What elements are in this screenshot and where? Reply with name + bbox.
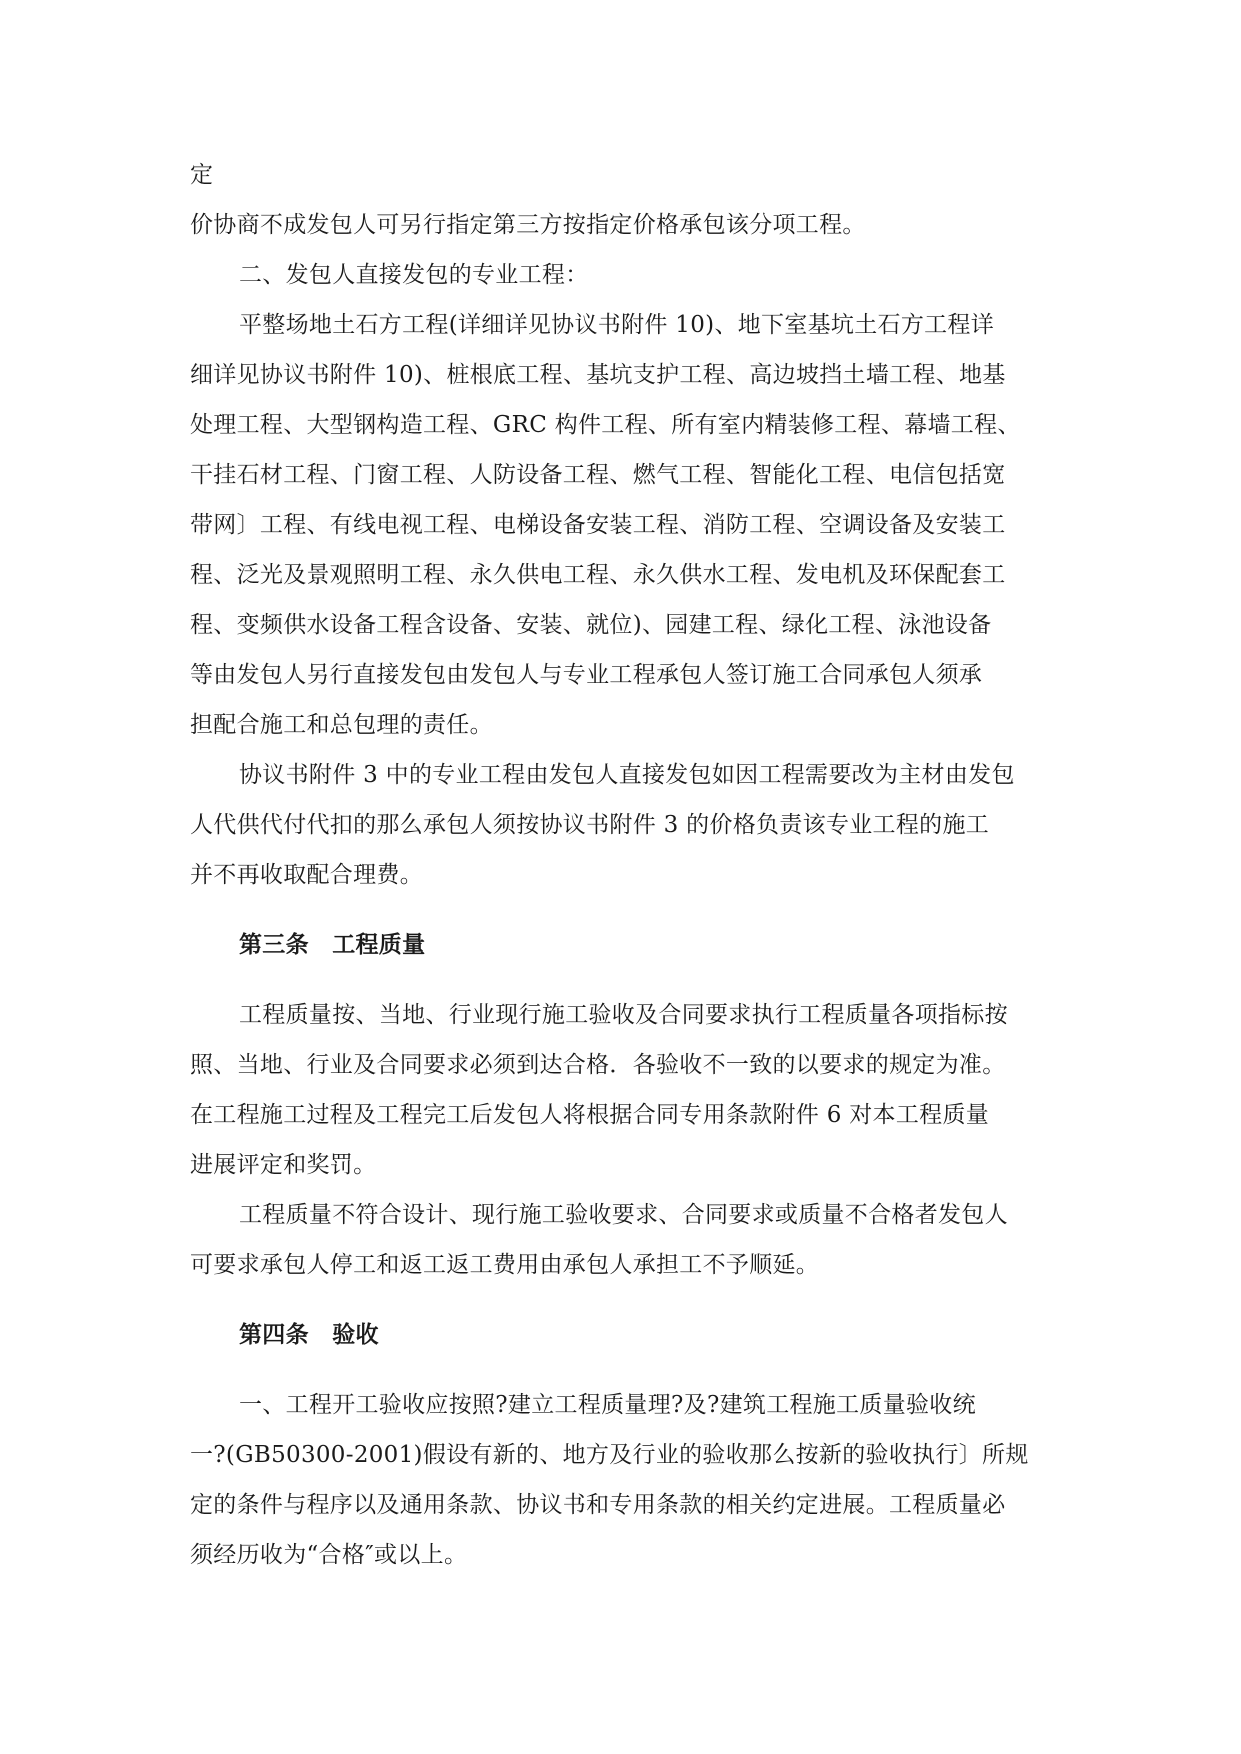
article-heading: 第四条 验收 — [239, 1322, 379, 1348]
paragraph-line: 工程质量不符合设计、现行施工验收要求、合同要求或质量不合格者发包人 — [239, 1202, 1008, 1228]
paragraph-line: 可要求承包人停工和返工返工费用由承包人承担工不予顺延。 — [190, 1252, 820, 1278]
paragraph-line: 一?(GB50300-2001)假设有新的、地方及行业的验收那么按新的验收执行〕所规 — [190, 1442, 1029, 1468]
fragment-top: 定 — [190, 162, 214, 188]
paragraph-line: 须经历收为“合格″或以上。 — [190, 1542, 468, 1568]
paragraph-line: 并不再收取配合理费。 — [190, 862, 423, 888]
paragraph-line: 价协商不成发包人可另行指定第三方按指定价格承包该分项工程。 — [190, 212, 866, 238]
paragraph-line: 平整场地土石方工程(详细详见协议书附件 10)、地下室基坑土石方工程详 — [239, 312, 995, 338]
paragraph-line: 一、工程开工验收应按照?建立工程质量理?及?建筑工程施工质量验收统 — [239, 1392, 976, 1418]
section-title: 二、发包人直接发包的专业工程： — [239, 262, 589, 288]
paragraph-line: 处理工程、大型钢构造工程、GRC 构件工程、所有室内精装修工程、幕墙工程、 — [190, 412, 1021, 438]
paragraph-line: 带网〕工程、有线电视工程、电梯设备安装工程、消防工程、空调设备及安装工 — [190, 512, 1006, 538]
paragraph-line: 工程质量按、当地、行业现行施工验收及合同要求执行工程质量各项指标按 — [239, 1002, 1008, 1028]
paragraph-line: 人代供代付代扣的那么承包人须按协议书附件 3 的价格负责该专业工程的施工 — [190, 812, 990, 838]
paragraph-line: 干挂石材工程、门窗工程、人防设备工程、燃气工程、智能化工程、电信包括宽 — [190, 462, 1006, 488]
paragraph-line: 在工程施工过程及工程完工后发包人将根据合同专用条款附件 6 对本工程质量 — [190, 1102, 990, 1128]
article-heading: 第三条 工程质量 — [239, 932, 426, 958]
paragraph-line: 照、当地、行业及合同要求必须到达合格．各验收不一致的以要求的规定为准。 — [190, 1052, 1006, 1078]
paragraph-line: 进展评定和奖罚。 — [190, 1152, 377, 1178]
paragraph-line: 定的条件与程序以及通用条款、协议书和专用条款的相关约定进展。工程质量必 — [190, 1492, 1006, 1518]
paragraph-line: 等由发包人另行直接发包由发包人与专业工程承包人签订施工合同承包人须承 — [190, 662, 983, 688]
paragraph-line: 担配合施工和总包理的责任。 — [190, 712, 493, 738]
paragraph-line: 程、泛光及景观照明工程、永久供电工程、永久供水工程、发电机及环保配套工 — [190, 562, 1006, 588]
paragraph-line: 程、变频供水设备工程含设备、安装、就位)、园建工程、绿化工程、泳池设备 — [190, 612, 992, 638]
paragraph-line: 协议书附件 3 中的专业工程由发包人直接发包如因工程需要改为主材由发包 — [239, 762, 1015, 788]
paragraph-line: 细详见协议书附件 10)、桩根底工程、基坑支护工程、高边坡挡土墙工程、地基 — [190, 362, 1006, 388]
